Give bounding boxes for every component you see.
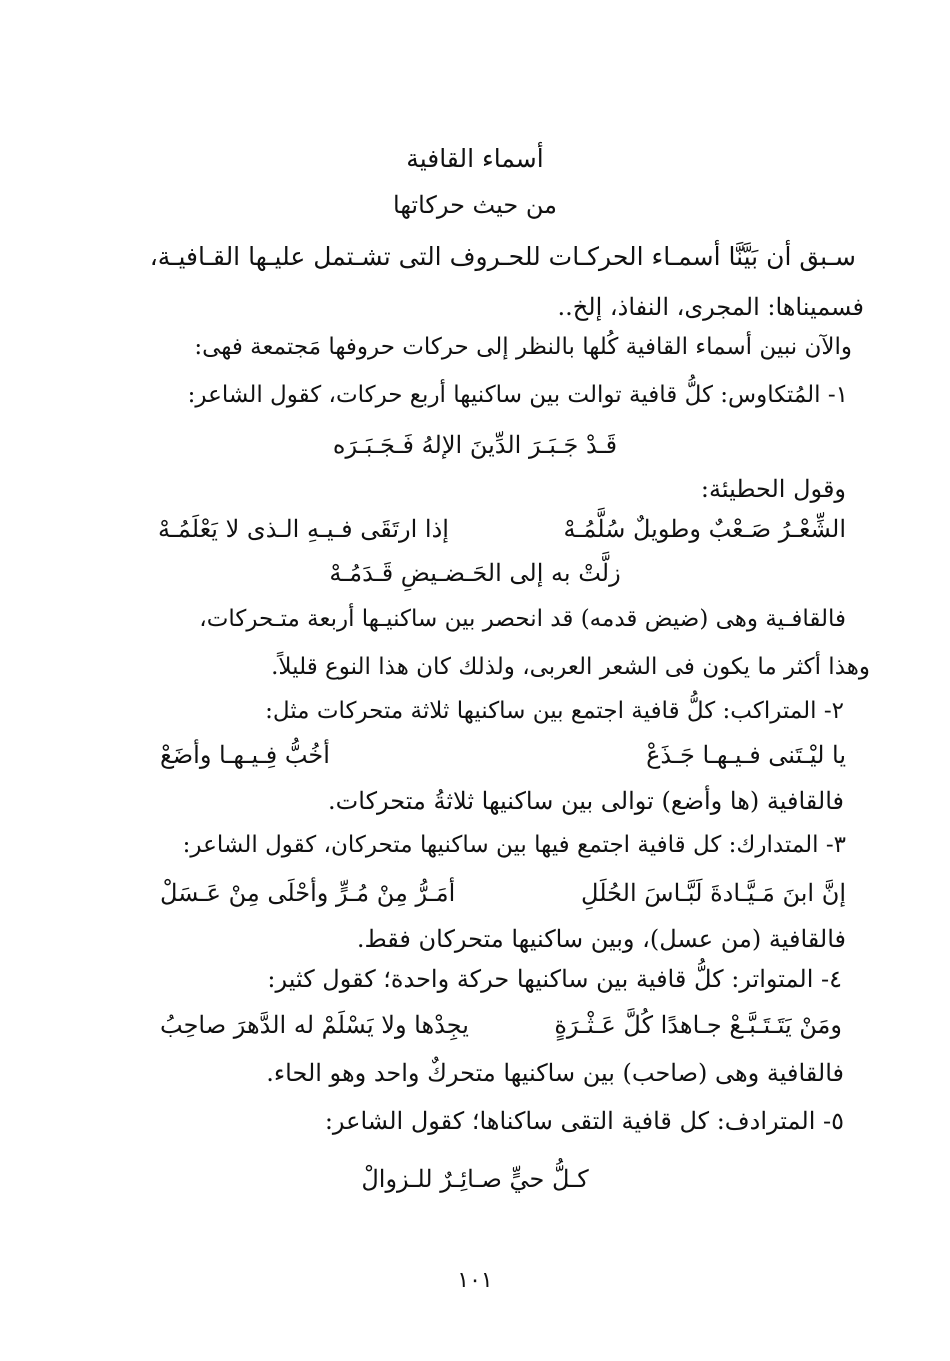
item-1-explanation-1: فالقافـية وهى (ضيض قدمه) قد انحصر بين ساكنيـها أربعة متـحركات، <box>199 606 846 632</box>
page-title: أسماء القافية <box>406 144 544 173</box>
item-2-mutarakib: ٢- المتراكب: كلُّ قافية اجتمع بين ساكنيها ثلاثة متحركات مثل: <box>265 698 844 724</box>
item-1-explanation-2: وهذا أكثر ما يكون فى الشعر العربى، ولذلك كان هذا النوع قليلاً. <box>271 654 870 680</box>
item-1-mutakawis: ١- المُتكاوس: كلُّ قافية توالت بين ساكنيها أربع حركات، كقول الشاعر: <box>187 382 848 408</box>
item-4-mutawatir: ٤- المتواتر: كلُّ قافية بين ساكنيها حركة واحدة؛ كقول كثير: <box>267 965 842 993</box>
hutayah-verse-second-hemistich: إذا ارتَقَى فـيـهِ الـذى لا يَعْلَمُـهْ <box>158 515 449 543</box>
item-2-verse-first-hemistich: يا ليْـتَنى فـيـهـا جَـذَعْ <box>646 741 846 769</box>
item-5-verse: كـلُّ حيٍّ صـائِـرٌ للـزوالْ <box>361 1165 589 1193</box>
item-3-explanation: فالقافية (من عسل)، وبين ساكنيها متحركان فقط. <box>356 925 846 953</box>
item-4-verse-second-hemistich: يجِدْها ولا يَسْلَمْ له الدَّهرَ صاحِبُ <box>160 1011 469 1039</box>
page-subtitle: من حيث حركاتها <box>393 191 557 219</box>
page-number: ١٠١ <box>457 1268 493 1293</box>
item-4-verse-first-hemistich: ومَنْ يَتَـتَـبَّـعْ جـاهدًا كُلَّ عَـثْـرَةٍ <box>554 1011 842 1039</box>
hutayah-verse-2: زلَّتْ به إلى الحَـضـيضِ قَـدَمُـهْ <box>329 559 621 587</box>
hutayah-intro: وقول الحطيئة: <box>700 475 846 503</box>
item-3-verse-first-hemistich: إنَّ ابنَ مَـيَّـادةَ لَبَّـاسَ الحُلَلِ <box>581 879 846 907</box>
item-3-mutadarik: ٣- المتدارك: كل قافية اجتمع فيها بين ساكنيها متحركان، كقول الشاعر: <box>182 832 846 858</box>
intro-line-2: فسميناها: المجرى، النفاذ، إلخ.. <box>557 293 864 321</box>
item-2-explanation: فالقافية (ها وأضع) توالى بين ساكنيها ثلاثةُ متحركات. <box>328 787 844 815</box>
item-3-verse-second-hemistich: أمَـرُّ مِنْ مُـرٍّ وأحْلَى مِنْ عَـسَلْ <box>160 879 456 907</box>
item-2-verse-second-hemistich: أخُبُّ فِـيـهـا وأضَعْ <box>160 741 330 769</box>
hutayah-verse-first-hemistich: الشِّعْـرُ صَـعْبٌ وطويلٌ سُلَّمُـهْ <box>563 515 846 543</box>
item-4-explanation: فالقافية وهى (صاحب) بين ساكنيها متحركٌ واحد وهو الحاء. <box>266 1059 844 1087</box>
intro-line-3: والآن نبين أسماء القافية كُلها بالنظر إلى حركات حروفها مَجتمعة فهى: <box>194 334 852 360</box>
intro-line-1: سـبق أن بَيَّنَّا أسمـاء الحركـات للحـروف التى تشـتمل عليـها القـافيـة، <box>149 242 856 271</box>
item-5-mutaradif: ٥- المترادف: كل قافية التقى ساكناها؛ كقول الشاعر: <box>324 1107 844 1135</box>
item-1-verse: قَـدْ جَـبَـرَ الدِّينَ الإلهُ فَـجَـبَـرَه <box>332 431 618 459</box>
